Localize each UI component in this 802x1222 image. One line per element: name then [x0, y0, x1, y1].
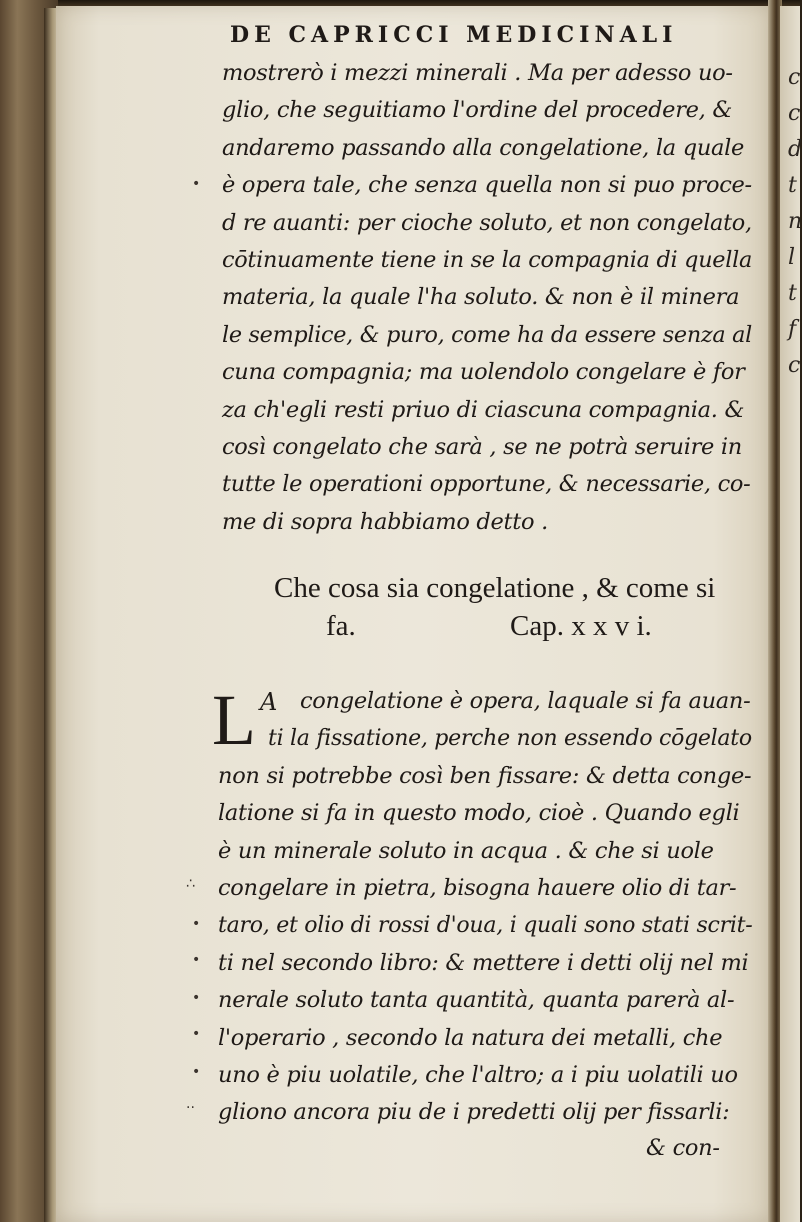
next-page-letter: l: [788, 245, 796, 270]
text-line: è un minerale soluto in acqua . & che si uole: [218, 837, 714, 864]
text-line: non si potrebbe così ben fissare: & detta conge-: [218, 762, 752, 789]
text-line: le semplice, & puro, come ha da essere senza al: [222, 321, 752, 348]
next-page-letter: c: [788, 65, 801, 90]
text-line: uno è piu uolatile, che l'altro; a i piu uolatili uo: [218, 1062, 738, 1088]
catchword: & con-: [646, 1135, 720, 1161]
next-page-letter: f: [788, 317, 797, 342]
next-page-letter: d: [788, 137, 802, 162]
margin-dot: •: [192, 1064, 201, 1080]
text-line: congelatione è opera, laquale si fa auan-: [300, 688, 751, 714]
text-line: ti la fissatione, perche non essendo cōgelato: [268, 725, 752, 752]
drop-cap: L: [212, 680, 256, 760]
chapter-heading-line-1: Che cosa sia congelatione , & come si: [274, 572, 716, 604]
text-line: d re auanti: per cioche soluto, et non congelato,: [222, 209, 752, 236]
next-page-letter: c: [788, 101, 801, 126]
next-page-letter: t: [788, 173, 797, 198]
text-line: glio, che seguitiamo l'ordine del procedere, &: [222, 97, 733, 124]
next-page-letter: t: [788, 281, 797, 306]
text-line: latione si fa in questo modo, cioè . Quando egli: [218, 800, 740, 827]
running-head: DE CAPRICCI MEDICINALI: [230, 22, 678, 48]
text-line: cuna compagnia; ma uolendolo congelare è for: [222, 359, 745, 386]
margin-dot: •: [192, 952, 201, 968]
next-page-letter: c: [788, 353, 801, 378]
text-line: tutte le operationi opportune, & necessarie, co-: [222, 471, 751, 498]
text-line: mostrerò i mezzi minerali . Ma per adesso uo-: [222, 60, 733, 86]
chapter-heading-line-2-left: fa.: [326, 610, 356, 642]
text-line: l'operario , secondo la natura dei metalli, che: [218, 1024, 723, 1051]
margin-dot: ∴: [186, 876, 195, 892]
next-page-letter: n: [788, 209, 802, 234]
chapter-number: Cap. x x v i.: [510, 610, 652, 642]
margin-dot: •: [192, 990, 201, 1006]
text-line: materia, la quale l'ha soluto. & non è il minera: [222, 284, 740, 311]
text-line: è opera tale, che senza quella non si puo proce-: [222, 172, 752, 199]
margin-dot: •: [192, 1026, 201, 1042]
text-line: za ch'egli resti priuo di ciascuna compagnia. &: [222, 396, 745, 423]
text-line: cōtinuamente tiene in se la compagnia di quella: [222, 247, 752, 273]
text-line: ti nel secondo libro: & mettere i detti olij nel mi: [218, 949, 749, 976]
margin-dot: ··: [186, 1100, 195, 1116]
text-line: gliono ancora piu de i predetti olij per fissarli:: [218, 1099, 730, 1126]
text-line: andaremo passando alla congelatione, la quale: [222, 134, 745, 161]
text-line: me di sopra habbiamo detto .: [222, 508, 548, 535]
text-line: così congelato che sarà , se ne potrà seruire in: [222, 434, 742, 460]
margin-dot: •: [192, 916, 201, 932]
text-line: nerale soluto tanta quantità, quanta parerà al-: [218, 987, 735, 1014]
text-line: congelare in pietra, bisogna hauere olio di tar-: [218, 875, 737, 901]
paragraph-2-first-word: A: [260, 688, 278, 716]
text-line: taro, et olio di rossi d'oua, i quali sono stati scrit-: [218, 912, 753, 939]
margin-dot: •: [192, 176, 201, 192]
